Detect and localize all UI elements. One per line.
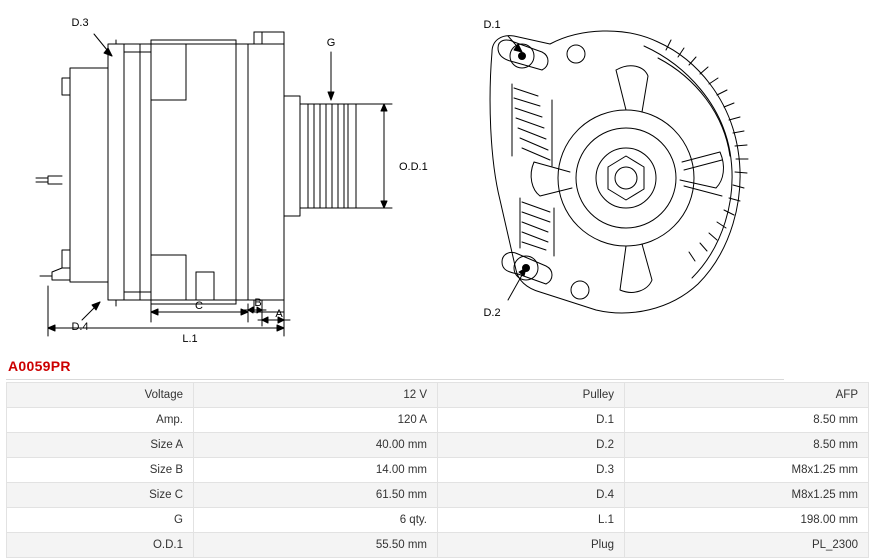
callout-od1: O.D.1: [399, 161, 428, 173]
callout-d3: D.3: [71, 17, 89, 29]
spec-label: Amp.: [7, 408, 194, 433]
alternator-side-view-drawing: [0, 0, 430, 352]
spec-label: O.D.1: [7, 533, 194, 558]
spec-value: 198.00 mm: [625, 508, 869, 533]
specification-table-wrapper: [6, 382, 858, 558]
part-number: A0059PR: [8, 358, 71, 374]
spec-label: D.4: [438, 483, 625, 508]
table-row: [7, 433, 869, 458]
spec-value: 61.50 mm: [194, 483, 438, 508]
spec-value: 6 qty.: [194, 508, 438, 533]
spec-value: 120 A: [194, 408, 438, 433]
callout-g: G: [326, 37, 336, 49]
spec-label: L.1: [438, 508, 625, 533]
divider: [6, 379, 784, 380]
spec-value: 40.00 mm: [194, 433, 438, 458]
spec-label: Size B: [7, 458, 194, 483]
spec-label: Voltage: [7, 383, 194, 408]
spec-label: Size C: [7, 483, 194, 508]
alternator-front-view-drawing: [430, 0, 790, 352]
table-row: [7, 383, 869, 408]
table-row: [7, 508, 869, 533]
spec-value: M8x1.25 mm: [625, 483, 869, 508]
callout-b: B: [254, 297, 262, 309]
spec-value: M8x1.25 mm: [625, 458, 869, 483]
spec-label: Pulley: [438, 383, 625, 408]
specification-table: [6, 382, 869, 558]
spec-value: 55.50 mm: [194, 533, 438, 558]
spec-value: PL_2300: [625, 533, 869, 558]
table-row: [7, 533, 869, 558]
spec-label: D.3: [438, 458, 625, 483]
spec-label: Size A: [7, 433, 194, 458]
callout-d2: D.2: [483, 307, 501, 319]
table-row: [7, 483, 869, 508]
callout-l1: L.1: [182, 333, 198, 345]
spec-label: D.1: [438, 408, 625, 433]
callout-c: C: [195, 300, 203, 312]
spec-value: 12 V: [194, 383, 438, 408]
spec-label: Plug: [438, 533, 625, 558]
spec-value: 8.50 mm: [625, 408, 869, 433]
table-row: [7, 408, 869, 433]
spec-value: 14.00 mm: [194, 458, 438, 483]
table-row: [7, 458, 869, 483]
callout-d1: D.1: [483, 19, 501, 31]
callout-a: A: [275, 308, 283, 320]
callout-d4: D.4: [71, 321, 89, 333]
spec-label: D.2: [438, 433, 625, 458]
spec-label: G: [7, 508, 194, 533]
spec-value: AFP: [625, 383, 869, 408]
spec-value: 8.50 mm: [625, 433, 869, 458]
